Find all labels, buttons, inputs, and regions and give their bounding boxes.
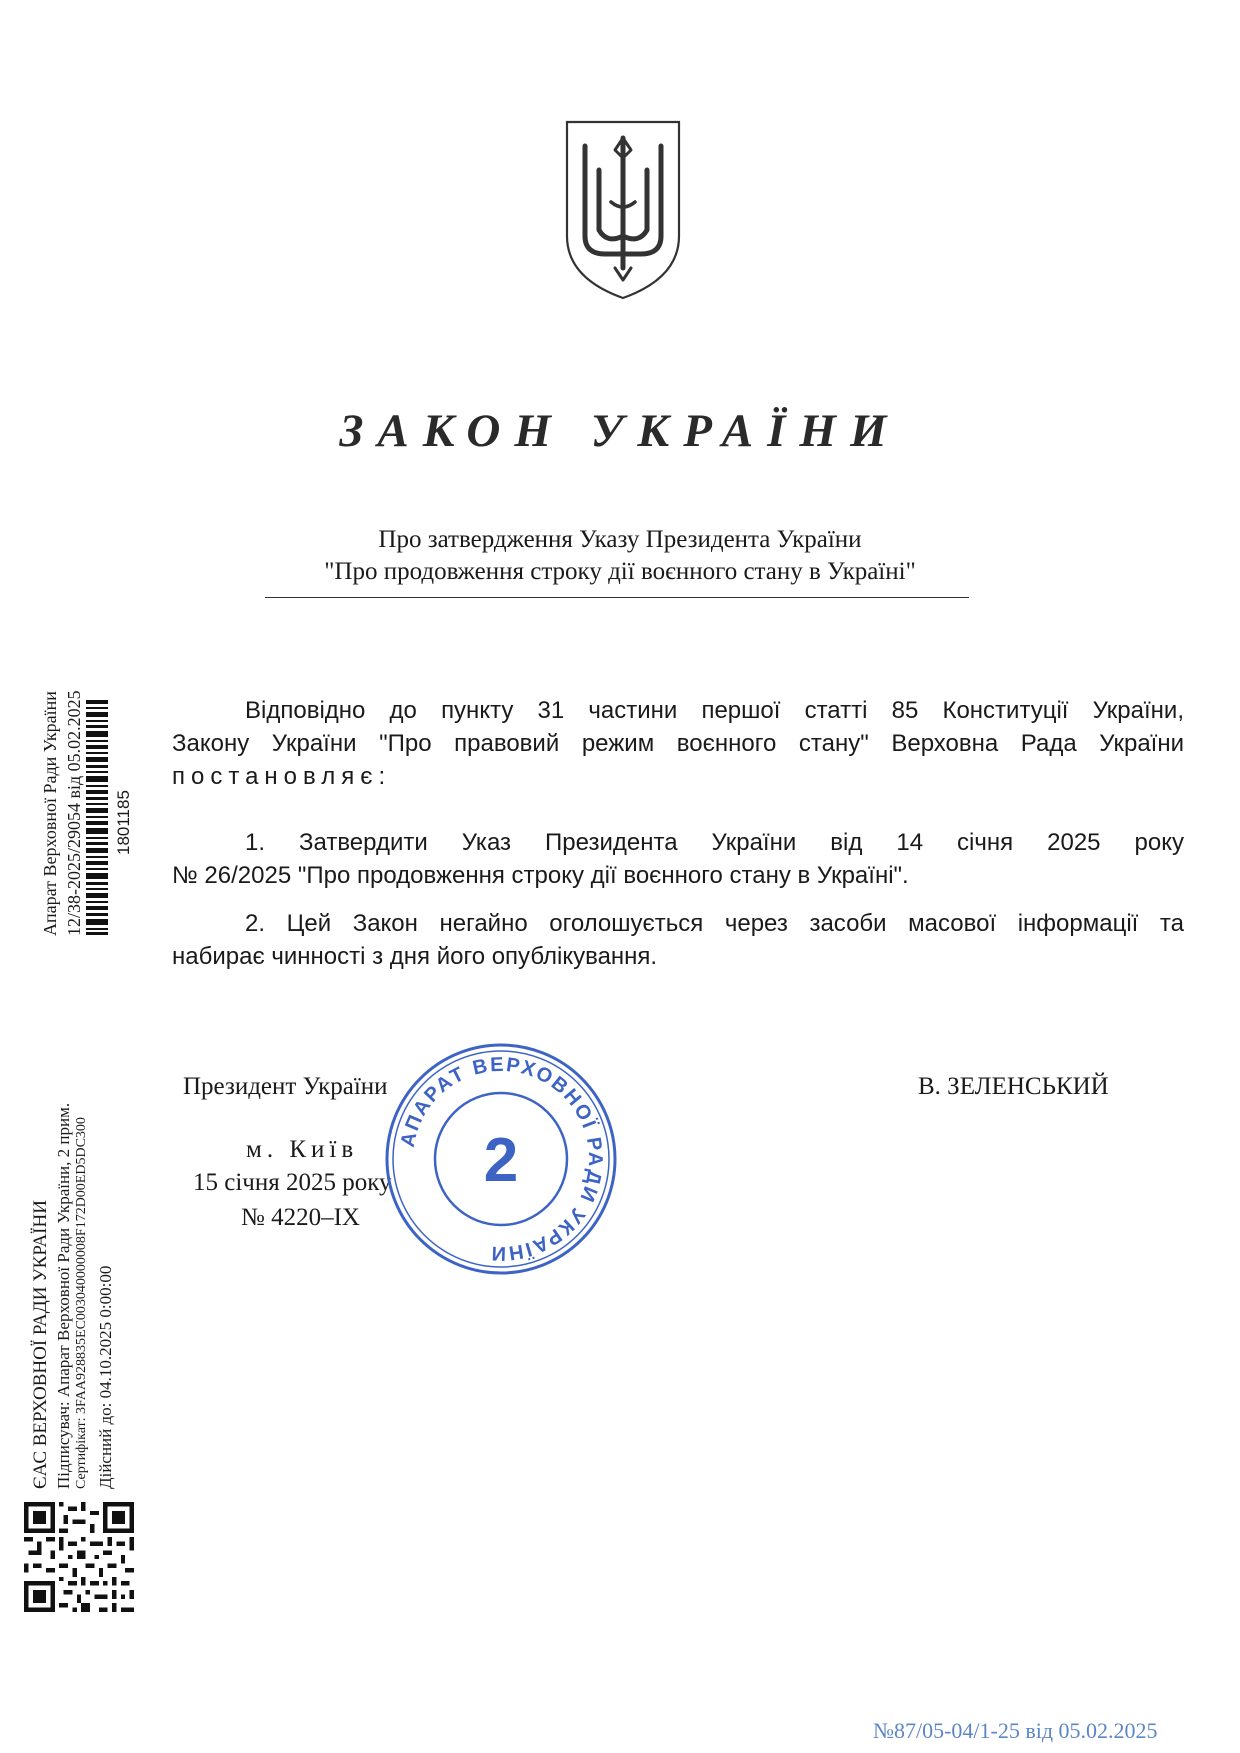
footer-registration-number: №87/05-04/1-25 від 05.02.2025: [873, 1718, 1158, 1743]
preamble-line-1: Відповідно до пункту 31 частини першої статті 85 Конституції України,: [245, 697, 1184, 724]
stamp-number: 2: [483, 1126, 519, 1195]
signing-date: 15 січня 2025 року: [193, 1169, 392, 1196]
barcode-icon: [86, 700, 108, 935]
preamble-paragraph: [172, 694, 1184, 793]
side-signature-line-4: Дійсний до: 04.10.2025 0:00:00: [96, 1265, 115, 1489]
item-2-line-2: набирає чинності з дня його опублікування.: [172, 943, 658, 970]
side-signature-line-1: ЄАС ВЕРХОВНОЇ РАДИ УКРАЇНИ: [30, 1200, 51, 1489]
item-2-paragraph: [172, 907, 1184, 973]
trident-coat-of-arms-icon: [563, 118, 683, 300]
preamble-line-2: Закону України "Про правовий режим воєнного стану" Верховна Рада України: [172, 730, 1184, 757]
side-registration-line-1: Апарат Верховної Ради України: [40, 691, 60, 936]
qr-code-icon: [24, 1502, 134, 1612]
item-1-line-1: 1. Затвердити Указ Президента України від 14 січня 2025 року: [245, 829, 1184, 856]
subtitle-line-1: Про затвердження Указу Президента України: [378, 526, 862, 553]
signatory-name: В. ЗЕЛЕНСЬКИЙ: [918, 1073, 1109, 1100]
subtitle-line-2: "Про продовження строку дії воєнного стану в Україні": [324, 558, 916, 585]
barcode-number: 1801185: [114, 790, 133, 855]
signing-city-text: м. Київ: [246, 1136, 359, 1163]
stamp-ring-text: АПАРАТ ВЕРХОВНОЇ РАДИ УКРАЇНИ: [396, 1053, 607, 1265]
item-1-line-2: № 26/2025 "Про продовження строку дії воєнного стану в Україні".: [172, 862, 909, 889]
title-underline: [265, 597, 969, 598]
item-1-paragraph: [172, 826, 1184, 892]
signing-city: [246, 1136, 358, 1164]
preamble-line-3: постановляє:: [172, 763, 392, 790]
side-registration-line-2: 12/38-2025/29054 від 05.02.2025: [64, 690, 84, 936]
side-signature-line-2: Підписувач: Апарат Верховної Ради України, 2 прим.: [54, 1102, 73, 1489]
side-signature-line-3: Сертифікат: 3FAA928835EC003040000008F172D00ED5DC300: [74, 1117, 89, 1489]
item-2-line-1: 2. Цей Закон негайно оголошується через засоби масової інформації та: [245, 910, 1184, 937]
law-number: № 4220–IX: [241, 1204, 360, 1231]
round-seal-icon: [382, 1040, 620, 1278]
signatory-position: Президент України: [183, 1073, 388, 1100]
document-title: ЗАКОН УКРАЇНИ: [339, 405, 901, 457]
